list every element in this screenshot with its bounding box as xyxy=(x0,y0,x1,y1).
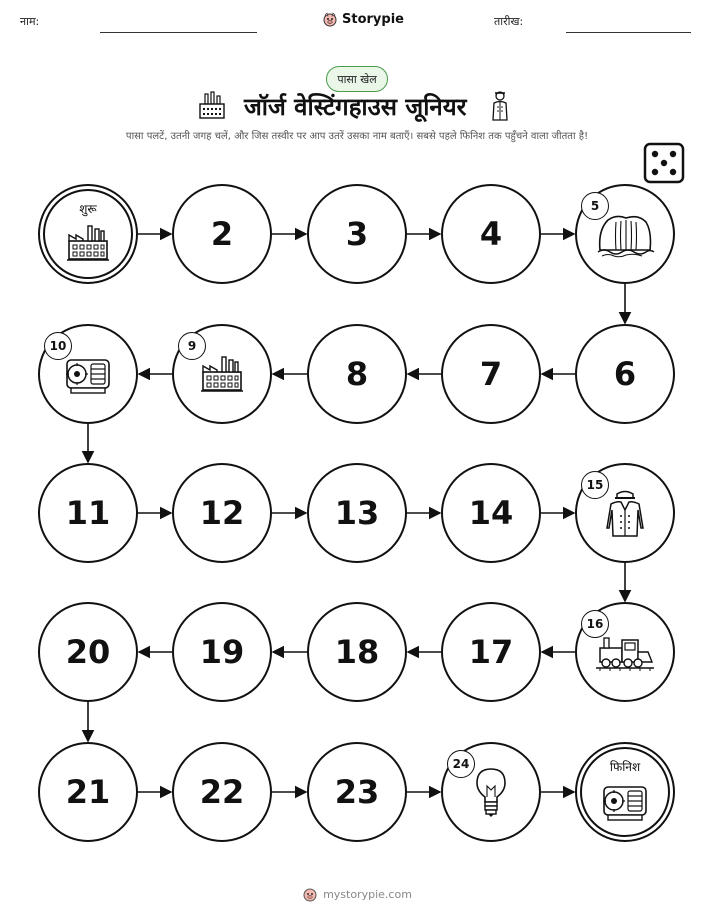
cell-number: 23 xyxy=(334,773,380,811)
game-type-badge: पासा खेल xyxy=(326,66,388,92)
cell-number: 8 xyxy=(345,355,369,393)
factory-icon xyxy=(200,354,244,394)
cell-number: 20 xyxy=(65,633,111,671)
start-label: शुरू xyxy=(79,202,97,216)
cell-number: 17 xyxy=(468,633,514,671)
cell-number: 19 xyxy=(199,633,245,671)
cell-number: 4 xyxy=(479,215,503,253)
cell-number: 12 xyxy=(199,494,245,532)
uniform-coat-icon xyxy=(605,488,645,538)
cell-number: 2 xyxy=(210,215,234,253)
cell-number-badge: 24 xyxy=(447,750,475,778)
cell-number: 14 xyxy=(468,494,514,532)
instructions: पासा पलटें, उतनी जगह चलें, और जिस तस्वीर पर आप उतरें उसका नाम बताएँ। सबसे पहले फिनिश तक पहुँचने वाला जीतता है! xyxy=(125,131,589,142)
date-label: तारीख: xyxy=(494,15,524,28)
cell-number: 18 xyxy=(334,633,380,671)
cell-number-badge: 15 xyxy=(581,471,609,499)
footer-url[interactable]: mystorypie.com xyxy=(323,887,412,901)
page-title: जॉर्ज वेस्टिंगहाउस जूनियर xyxy=(244,93,467,121)
cell-number: 21 xyxy=(65,773,111,811)
pig-mascot-footer-icon xyxy=(302,886,318,902)
train-icon xyxy=(594,632,656,672)
light-bulb-icon xyxy=(474,766,508,818)
cell-number: 22 xyxy=(199,773,245,811)
brand-name: Storypie xyxy=(342,11,404,27)
cell-number: 13 xyxy=(334,494,380,532)
footer xyxy=(0,886,714,902)
cell-number-badge: 16 xyxy=(581,610,609,638)
cell-number-badge: 9 xyxy=(178,332,206,360)
factory-icon xyxy=(66,223,110,263)
cell-number: 3 xyxy=(345,215,369,253)
cell-number: 7 xyxy=(479,355,503,393)
engine-icon xyxy=(598,779,652,823)
cell-number: 11 xyxy=(65,494,111,532)
cell-number-badge: 10 xyxy=(44,332,72,360)
engine-icon xyxy=(61,352,115,396)
cell-number: 6 xyxy=(613,355,637,393)
name-label: नाम: xyxy=(20,15,40,28)
cell-number-badge: 5 xyxy=(581,192,609,220)
finish-label: फिनिश xyxy=(609,760,641,774)
